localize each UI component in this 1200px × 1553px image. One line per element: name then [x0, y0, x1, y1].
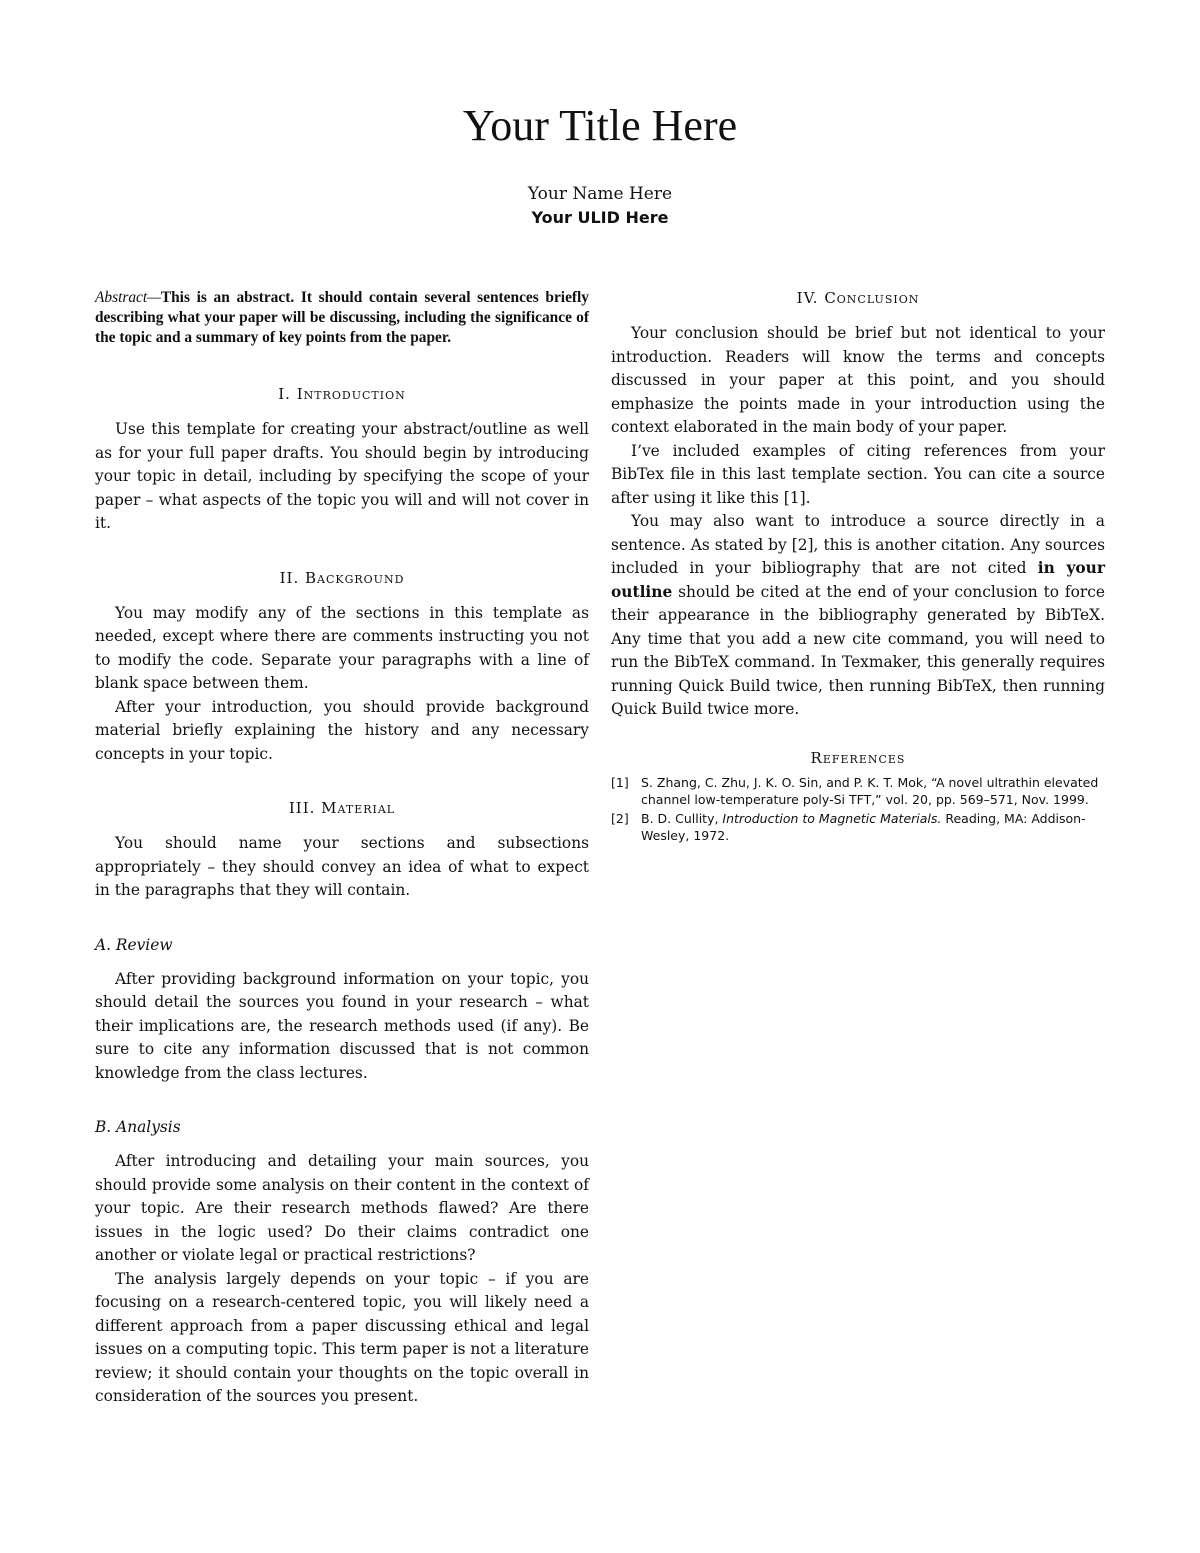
subsection-heading-review: A. Review — [95, 935, 173, 954]
paper-title: Your Title Here — [462, 101, 738, 150]
reference-publisher: Reading, MA: Addison-Wesley, 1972. — [641, 810, 1086, 843]
reference-item — [611, 774, 1105, 808]
author-block — [0, 182, 1200, 230]
abstract-label: Abstract — [95, 289, 148, 306]
author-id: Your ULID Here — [531, 208, 669, 227]
section-heading-introduction: I. Introduction — [278, 385, 406, 403]
reference-book-title: Introduction to Magnetic Materials. — [722, 810, 942, 826]
left-column — [95, 288, 589, 1409]
reference-number: [2] — [611, 810, 629, 826]
paragraph: You should name your sections and subsections appropriately – they should convey an idea of what to expect in the paragraphs that they will contain. — [95, 834, 589, 899]
reference-item — [611, 810, 1105, 844]
section-heading-conclusion: IV. Conclusion — [796, 289, 920, 307]
paragraph-text: should be cited at the end of your conclusion to force their appearance in the bibliography generated by BibTeX. Any time that you add a new cite command, you will need to run the BibTeX command. In Texmaker, this generally requires running Quick Build twice, then running BibTeX, then running Quick Build twice more. — [611, 582, 1105, 718]
paragraph: Your conclusion should be brief but not identical to your introduction. Readers will know the terms and concepts discussed in your paper at this point, and you should emphasize the points made in your introduction using the context elaborated in the main body of your paper. — [611, 324, 1105, 436]
paragraph: After introducing and detailing your main sources, you should provide some analysis on their content in the context of your topic. Are their research methods flawed? Are there issues in the logic used? Do their claims contradict one another or violate legal or practical restrictions? — [95, 1152, 589, 1264]
reference-text — [641, 810, 1105, 844]
abstract — [95, 288, 589, 348]
paragraph: After your introduction, you should provide background material briefly explaining the history and any necessary concepts in your topic. — [95, 697, 589, 763]
paragraph: After providing background information on your topic, you should detail the sources you found in your research – what their implications are, the research methods used (if any). Be sure to cite any information discussed that is not common knowledge from the class lectures. — [95, 969, 589, 1082]
reference-text: S. Zhang, C. Zhu, J. K. O. Sin, and P. K. T. Mok, “A novel ultrathin elevated channel low-temperature poly-Si TFT,” vol. 20, pp. 569–571, Nov. 1999. — [641, 774, 1099, 807]
paragraph: The analysis largely depends on your topic – if you are focusing on a research-centered topic, you will likely need a different approach from a paper discussing ethical and legal issues on a computing topic. This term paper is not a literature review; it should contain your thoughts on the topic overall in consideration of the sources you present. — [95, 1269, 589, 1405]
paragraph: You may modify any of the sections in this template as needed, except where there are comments instructing you not to modify the code. Separate your paragraphs with a line of blank space between them. — [95, 603, 589, 692]
abstract-dash: — — [147, 289, 161, 306]
emphasis-text: in your outline — [611, 559, 1105, 601]
section-heading-material: III. Material — [288, 799, 396, 817]
paragraph-with-emphasis — [611, 510, 1105, 722]
subsection-heading-analysis: B. Analysis — [95, 1118, 181, 1136]
abstract-text: This is an abstract. It should contain several sentences briefly describing what your paper will be discussing, including the significance of the topic and a summary of key points from the paper. — [95, 289, 589, 346]
section-heading-background: II. Background — [279, 568, 405, 587]
section-heading-references: References — [810, 748, 906, 767]
reference-number: [1] — [611, 774, 629, 790]
paragraph: I’ve included examples of citing references from your BibTex file in this last template section. You can cite a source after using it like this [1]. — [611, 441, 1105, 507]
author-name: Your Name Here — [527, 184, 673, 204]
paragraph: Use this template for creating your abstract/outline as well as for your full paper drafts. You should begin by introducing your topic in detail, including by specifying the scope of your paper – what aspects of the topic you will and will not cover in it. — [95, 420, 589, 532]
reference-author: B. D. Cullity, — [641, 810, 719, 826]
reference-list — [611, 774, 1105, 844]
paragraph-text: You may also want to introduce a source directly in a sentence. As stated by [2], this is another citation. Any sources included in your bibliography that are not cited — [611, 512, 1105, 577]
right-column — [611, 288, 1105, 844]
